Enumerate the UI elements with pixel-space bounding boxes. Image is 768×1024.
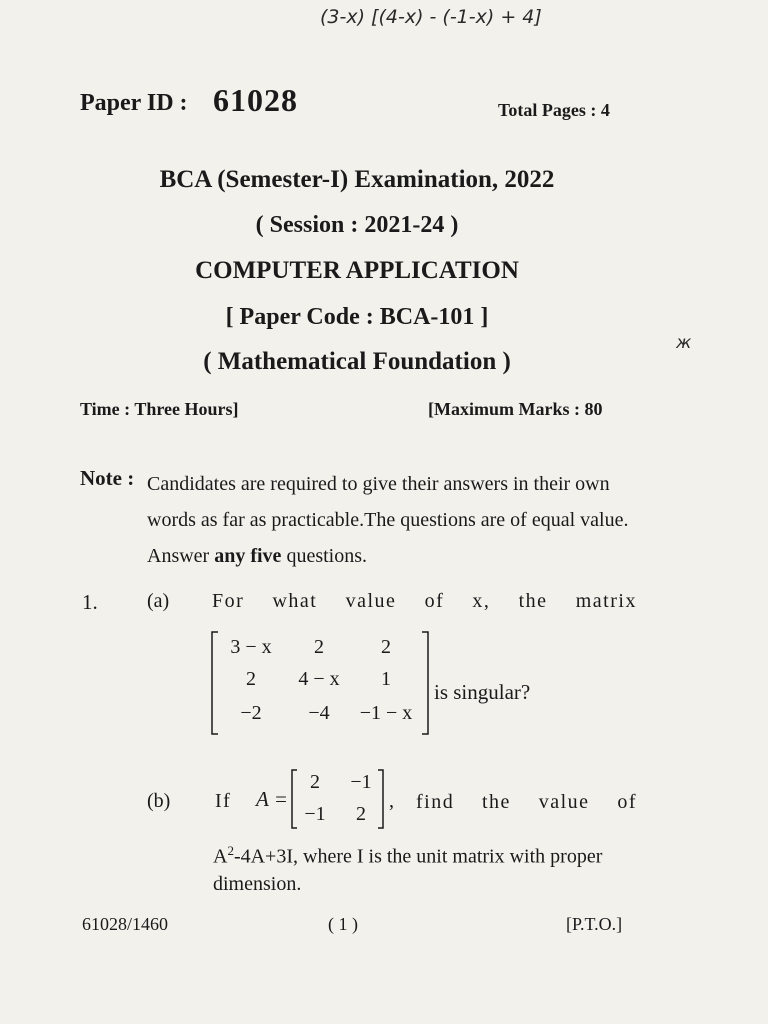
paper-id-label: Paper ID :	[80, 90, 188, 116]
exam-title: BCA (Semester-I) Examination, 2022	[159, 166, 555, 193]
matrix2-cell: −1	[304, 803, 326, 825]
time-allowed: Time : Three Hours]	[80, 399, 239, 419]
q1a-word: of	[424, 590, 445, 612]
find-text	[416, 791, 637, 814]
paper-code: [ Paper Code : BCA-101 ]	[225, 304, 489, 330]
q1a-word: matrix	[575, 590, 637, 612]
expr-a: A	[213, 845, 228, 868]
footer-pto: [P.T.O.]	[566, 914, 623, 934]
q1b-word: find	[416, 791, 455, 813]
q1a-word: For	[212, 590, 245, 612]
matrix-variable: A =	[256, 787, 288, 811]
footer-page-number: ( 1 )	[328, 914, 358, 934]
note-text-part1: Candidates are required to give their answers in their own words as far as practicable.The questions are of equal value. Answer	[147, 473, 629, 567]
matrix2-cell: 2	[310, 771, 320, 793]
is-singular-text: is singular?	[434, 680, 531, 704]
part-a-text	[212, 590, 637, 613]
note-text-part2: questions.	[281, 545, 367, 567]
dimension-line: dimension.	[213, 873, 302, 895]
expr-rest: -4A+3I, where I is the unit matrix with proper	[233, 845, 603, 868]
handwritten-margin-mark: ж	[676, 333, 692, 353]
part-a-label: (a)	[147, 590, 170, 612]
note-bold: any five	[214, 545, 282, 567]
q1a-word: the	[518, 590, 548, 612]
expr-superscript: 2	[227, 843, 234, 858]
matrix-cell: 1	[381, 668, 391, 690]
q1a-word: x,	[472, 590, 491, 612]
total-pages: Total Pages : 4	[498, 100, 610, 120]
matrix-cell: 2	[381, 636, 391, 658]
session: ( Session : 2021-24 )	[255, 212, 459, 238]
q1a-word: what	[272, 590, 318, 612]
paper-id: 61028	[213, 82, 298, 118]
part-b-label: (b)	[147, 790, 171, 812]
maximum-marks: [Maximum Marks : 80	[428, 399, 603, 419]
handwritten-note: (3-x) [(4-x) - (-1-x) + 4]	[320, 6, 542, 28]
note-text	[147, 466, 647, 574]
matrix-cell: 3 − x	[230, 636, 272, 658]
q1b-word: the	[482, 791, 511, 813]
note-label: Note :	[80, 466, 135, 490]
matrix-cell: −2	[240, 702, 262, 724]
matrix2-cell: 2	[356, 803, 366, 825]
comma: ,	[389, 790, 394, 812]
matrix-3x3	[210, 630, 432, 736]
matrix-cell: 4 − x	[298, 668, 340, 690]
matrix-cell: 2	[314, 636, 324, 658]
question-number: 1.	[82, 590, 98, 614]
matrix-cell: 2	[246, 668, 256, 690]
q1b-word: value	[538, 791, 590, 813]
q1b-word: of	[617, 791, 637, 813]
expression-line	[213, 843, 602, 869]
paper-name: ( Mathematical Foundation )	[203, 348, 511, 375]
matrix-2x2	[290, 768, 386, 830]
matrix2-cell: −1	[350, 771, 372, 793]
subject-title: COMPUTER APPLICATION	[195, 257, 519, 284]
footer-code: 61028/1460	[82, 914, 169, 934]
matrix-cell: −4	[308, 702, 330, 724]
matrix-cell: −1 − x	[359, 702, 413, 724]
q1a-word: value	[345, 590, 397, 612]
if-word: If	[215, 790, 232, 812]
